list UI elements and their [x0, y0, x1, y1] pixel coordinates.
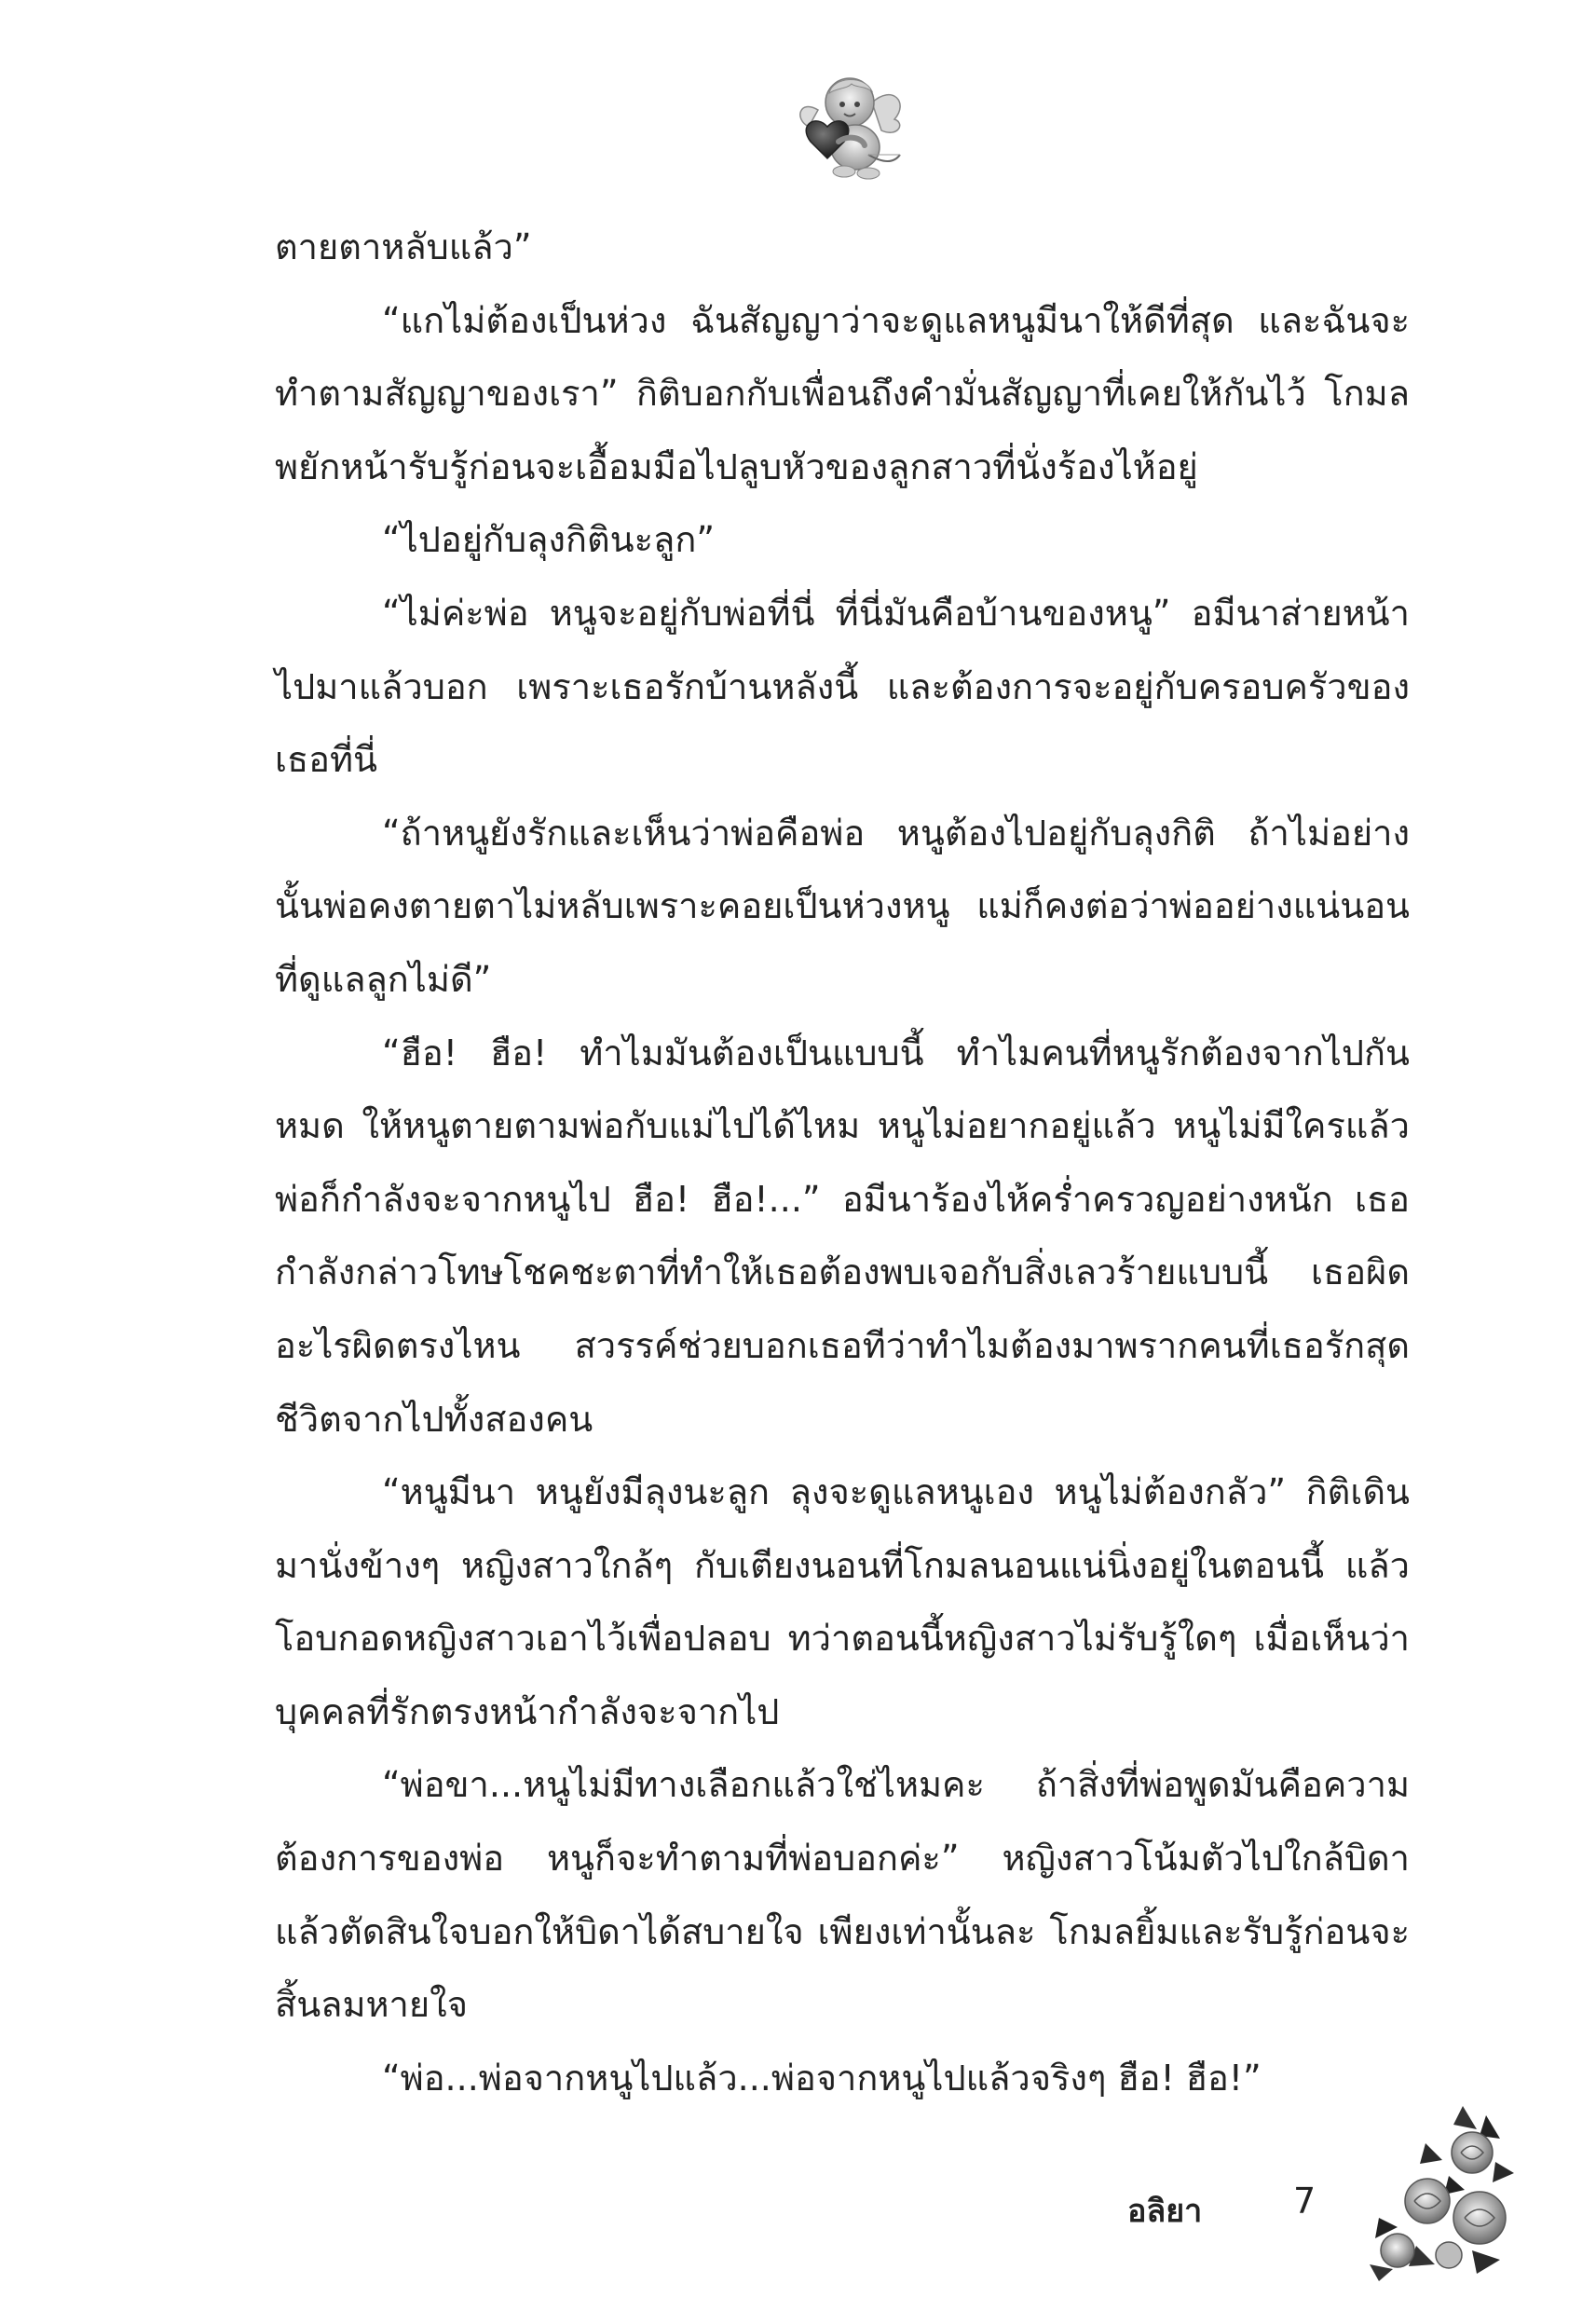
paragraph: “ไม่ค่ะพ่อ หนูจะอยู่กับพ่อที่นี่ ที่นี่มันคือบ้านของหนู” อมีนาส่ายหน้าไปมาแล้วบอก เพราะเธอรักบ้านหลังนี้ และต้องการจะอยู่กับครอบครัวของเธอที่นี่	[275, 592, 1410, 781]
paragraph: “หนูมีนา หนูยังมีลุงนะลูก ลุงจะดูแลหนูเอง หนูไม่ต้องกลัว” กิติเดินมานั่งข้างๆ หญิงสาวใกล้ๆ กับเตียงนอนที่โกมลนอนแน่นิ่งอยู่ในตอนนี้ แล้วโอบกอดหญิงสาวเอาไว้เพื่อปลอบ ทว่าตอนนี้หญิงสาวไม่รับรู้ใดๆ เมื่อเห็นว่าบุคคลที่รักตรงหน้ากำลังจะจากไป	[275, 1471, 1410, 1732]
cupid-with-heart-icon	[790, 65, 911, 186]
paragraph: ตายตาหลับแล้ว”	[275, 226, 532, 267]
paragraph: “ไปอยู่กับลุงกิตินะลูก”	[382, 519, 716, 561]
paragraph: “พ่อขา...หนูไม่มีทางเลือกแล้วใช่ไหมคะ ถ้าสิ่งที่พ่อพูดมันคือความต้องการของพ่อ หนูก็จะทำตามที่พ่อบอกค่ะ” หญิงสาวโน้มตัวไปใกล้บิดาแล้วตัดสินใจบอกให้บิดาได้สบายใจ เพียงเท่านั้นละ โกมลยิ้มและรับรู้ก่อนจะสิ้นลมหายใจ	[275, 1764, 1410, 2026]
roses-icon	[1360, 2087, 1519, 2283]
paragraph: “พ่อ...พ่อจากหนูไปแล้ว...พ่อจากหนูไปแล้วจริงๆ ฮือ! ฮือ!”	[382, 2057, 1262, 2099]
page-number: 7	[1293, 2181, 1316, 2222]
paragraph: “แกไม่ต้องเป็นห่วง ฉันสัญญาว่าจะดูแลหนูมีนาให้ดีที่สุด และฉันจะทำตามสัญญาของเรา” กิติบอกกับเพื่อนถึงคำมั่นสัญญาที่เคยให้กันไว้ โกมลพยักหน้ารับรู้ก่อนจะเอื้อมมือไปลูบหัวของลูกสาวที่นั่งร้องไห้อยู่	[275, 299, 1410, 487]
paragraph: “ฮือ! ฮือ! ทำไมมันต้องเป็นแบบนี้ ทำไมคนที่หนูรักต้องจากไปกันหมด ให้หนูตายตามพ่อกับแม่ไปได้ไหม หนูไม่อยากอยู่แล้ว หนูไม่มีใครแล้ว พ่อก็กำลังจะจากหนูไป ฮือ! ฮือ!...” อมีนาร้องไห้คร่ำครวญอย่างหนัก เธอกำลังกล่าวโทษโชคชะตาที่ทำให้เธอต้องพบเจอกับสิ่งเลวร้ายแบบนี้ เธอผิดอะไรผิดตรงไหน สวรรค์ช่วยบอกเธอทีว่าทำไมต้องมาพรากคนที่เธอรักสุดชีวิตจากไปทั้งสองคน	[275, 1032, 1410, 1440]
body-text	[275, 211, 1410, 2114]
paragraph: “ถ้าหนูยังรักและเห็นว่าพ่อคือพ่อ หนูต้องไปอยู่กับลุงกิติ ถ้าไม่อย่างนั้นพ่อคงตายตาไม่หลับเพราะคอยเป็นห่วงหนู แม่ก็คงต่อว่าพ่ออย่างแน่นอนที่ดูแลลูกไม่ดี”	[275, 812, 1410, 1000]
footer-book-title: อลิยา	[1127, 2193, 1203, 2230]
